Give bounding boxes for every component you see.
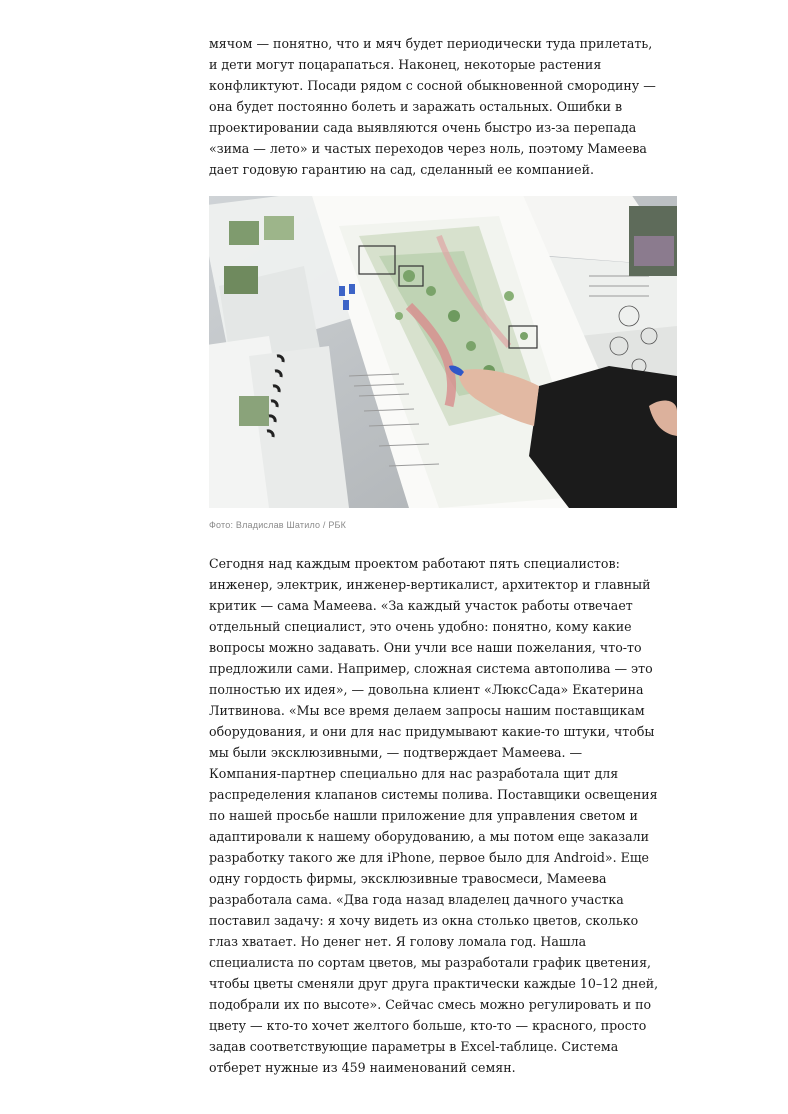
text-line: конфликтуют. Посади рядом с сосной обыкновенной смородину — [209,78,656,93]
text-line: предложили сами. Например, сложная система автополива — это [209,661,653,676]
text-line: по нашей просьбе нашли приложение для управления светом и [209,808,638,823]
text-line: отдельный специалист, это очень удобно: понятно, кому какие [209,619,632,634]
text-line: глаз хватает. Но денег нет. Я голову ломала год. Нашла [209,934,587,949]
text-line: Литвинова. «Мы все время делаем запросы нашим поставщикам [209,703,645,718]
article-paragraph [209,33,656,180]
text-line: цвету — кто-то хочет желтого больше, кто-то — красного, просто [209,1018,647,1033]
text-line: проектировании сада выявляются очень быстро из-за перепада [209,120,637,135]
text-line: разработку такого же для iPhone, первое было для Android». Еще [209,850,650,865]
text-line: полностью их идея», — довольна клиент «ЛюксСада» Екатерина [209,682,644,697]
text-line: критик — сама Мамеева. «За каждый участок работы отвечает [209,598,633,613]
text-line: чтобы цветы сменяли друг друга практически каждые 10–12 дней, [209,976,659,991]
text-line: поставил задачу: я хочу видеть из окна столько цветов, сколько [209,913,639,928]
landscape-plans-photo [209,196,677,508]
text-line: адаптировали к нашему оборудованию, а мы потом еще заказали [209,829,650,844]
photo-caption: Фото: Владислав Шатило / РБК [209,520,347,530]
text-line: подобрали их по высоте». Сейчас смесь можно регулировать и по [209,997,652,1012]
text-line: разработала сама. «Два года назад владелец дачного участка [209,892,624,907]
text-line: специалиста по сортам цветов, мы разработали график цветения, [209,955,652,970]
text-line: она будет постоянно болеть и заражать остальных. Ошибки в [209,99,623,114]
text-line: задав соответствующие параметры в Excel-таблице. Система [209,1039,619,1054]
text-line: Компания-партнер специально для нас разработала щит для [209,766,619,781]
text-line: дает годовую гарантию на сад, сделанный ее компанией. [209,162,594,177]
text-line: распределения клапанов системы полива. Поставщики освещения [209,787,658,802]
text-line: «зима — лето» и частых переходов через ноль, поэтому Мамеева [209,141,647,156]
text-line: мячом — понятно, что и мяч будет периодически туда прилетать, [209,36,653,51]
text-line: инженер, электрик, инженер-вертикалист, архитектор и главный [209,577,651,592]
article-photo [209,196,677,508]
text-line: и дети могут поцарапаться. Наконец, некоторые растения [209,57,602,72]
text-line: мы были эксклюзивными, — подтверждает Мамеева. — [209,745,583,760]
text-line: одну гордость фирмы, эксклюзивные травосмеси, Мамеева [209,871,607,886]
text-line: оборудования, и они для нас придумывают какие-то штуки, чтобы [209,724,655,739]
text-line: Сегодня над каждым проектом работают пять специалистов: [209,556,620,571]
article-paragraph [209,553,658,1078]
text-line: вопросы можно задавать. Они учли все наши пожелания, что-то [209,640,642,655]
text-line: отберет нужные из 459 наименований семян. [209,1060,516,1075]
